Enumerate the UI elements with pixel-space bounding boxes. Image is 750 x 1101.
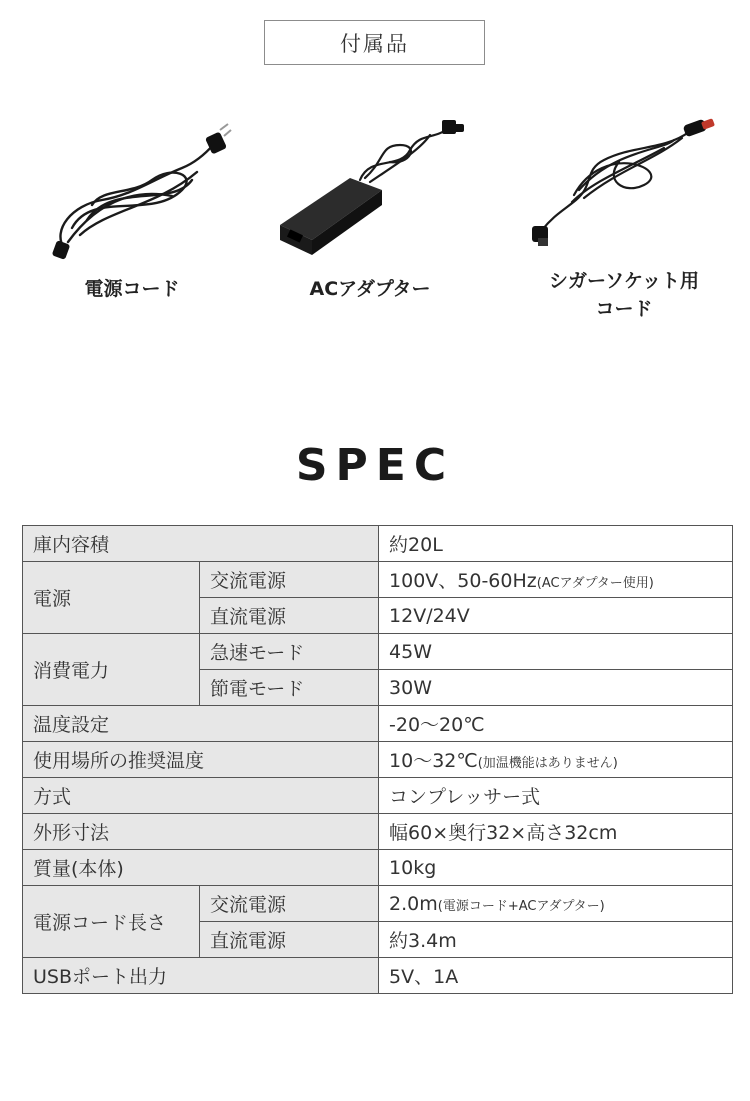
spec-value-note: (加温機能はありません) xyxy=(477,756,618,771)
spec-value xyxy=(379,742,733,778)
spec-label: 電源 xyxy=(23,562,200,634)
spec-value: 約20L xyxy=(379,526,733,562)
accessory-label: ACアダプター xyxy=(309,278,431,300)
spec-value: 幅60×奥行32×高さ32cm xyxy=(379,814,733,850)
spec-value: 5V、1A xyxy=(379,958,733,994)
table-row xyxy=(23,778,733,814)
spec-label: 電源コード長さ xyxy=(23,886,200,958)
spec-table xyxy=(22,525,733,994)
spec-value: 約3.4m xyxy=(379,922,733,958)
table-row xyxy=(23,526,733,562)
spec-sublabel: 直流電源 xyxy=(200,922,379,958)
spec-value: 12V/24V xyxy=(379,598,733,634)
spec-value-note: (ACアダプター使用) xyxy=(536,576,654,591)
spec-label: 質量(本体) xyxy=(23,850,379,886)
ac-adapter-icon xyxy=(270,110,470,270)
spec-value xyxy=(379,886,733,922)
spec-label: 消費電力 xyxy=(23,634,200,706)
table-row xyxy=(23,850,733,886)
accessory-car-socket-cord xyxy=(524,110,724,323)
spec-sublabel: 節電モード xyxy=(200,670,379,706)
accessories-title: 付属品 xyxy=(264,20,485,65)
spec-value xyxy=(379,562,733,598)
spec-label: 外形寸法 xyxy=(23,814,379,850)
spec-value: 30W xyxy=(379,670,733,706)
spec-value: -20～20℃ xyxy=(379,706,733,742)
spec-sublabel: 交流電源 xyxy=(200,562,379,598)
accessory-label: 電源コード xyxy=(84,278,180,300)
spec-sublabel: 急速モード xyxy=(200,634,379,670)
accessory-power-cord xyxy=(32,110,232,304)
spec-value-main: 2.0m xyxy=(389,892,438,915)
spec-value-note: (電源コード+ACアダプター) xyxy=(437,898,605,914)
table-row xyxy=(23,814,733,850)
power-cord-icon xyxy=(32,110,232,270)
spec-value-main: 10～32℃ xyxy=(389,750,478,772)
spec-sublabel: 交流電源 xyxy=(200,886,379,922)
accessory-ac-adapter xyxy=(270,110,470,304)
table-row xyxy=(23,958,733,994)
spec-value: コンプレッサー式 xyxy=(379,778,733,814)
accessory-label-line2: コード xyxy=(595,297,653,320)
spec-sublabel: 直流電源 xyxy=(200,598,379,634)
accessory-label xyxy=(524,268,724,323)
car-socket-cord-icon xyxy=(524,110,724,270)
accessory-label-line1: シガーソケット用 xyxy=(548,270,700,292)
table-row xyxy=(23,742,733,778)
spec-value: 45W xyxy=(379,634,733,670)
spec-label: 温度設定 xyxy=(23,706,379,742)
table-row xyxy=(23,634,733,670)
spec-label: USBポート出力 xyxy=(23,958,379,994)
spec-label: 方式 xyxy=(23,778,379,814)
table-row xyxy=(23,886,733,922)
table-row xyxy=(23,706,733,742)
spec-value-main: 100V、50-60Hz xyxy=(389,570,537,592)
spec-label: 使用場所の推奨温度 xyxy=(23,742,379,778)
spec-heading: SPEC xyxy=(295,440,455,491)
table-row xyxy=(23,562,733,598)
spec-value: 10kg xyxy=(379,850,733,886)
spec-label: 庫内容積 xyxy=(23,526,379,562)
